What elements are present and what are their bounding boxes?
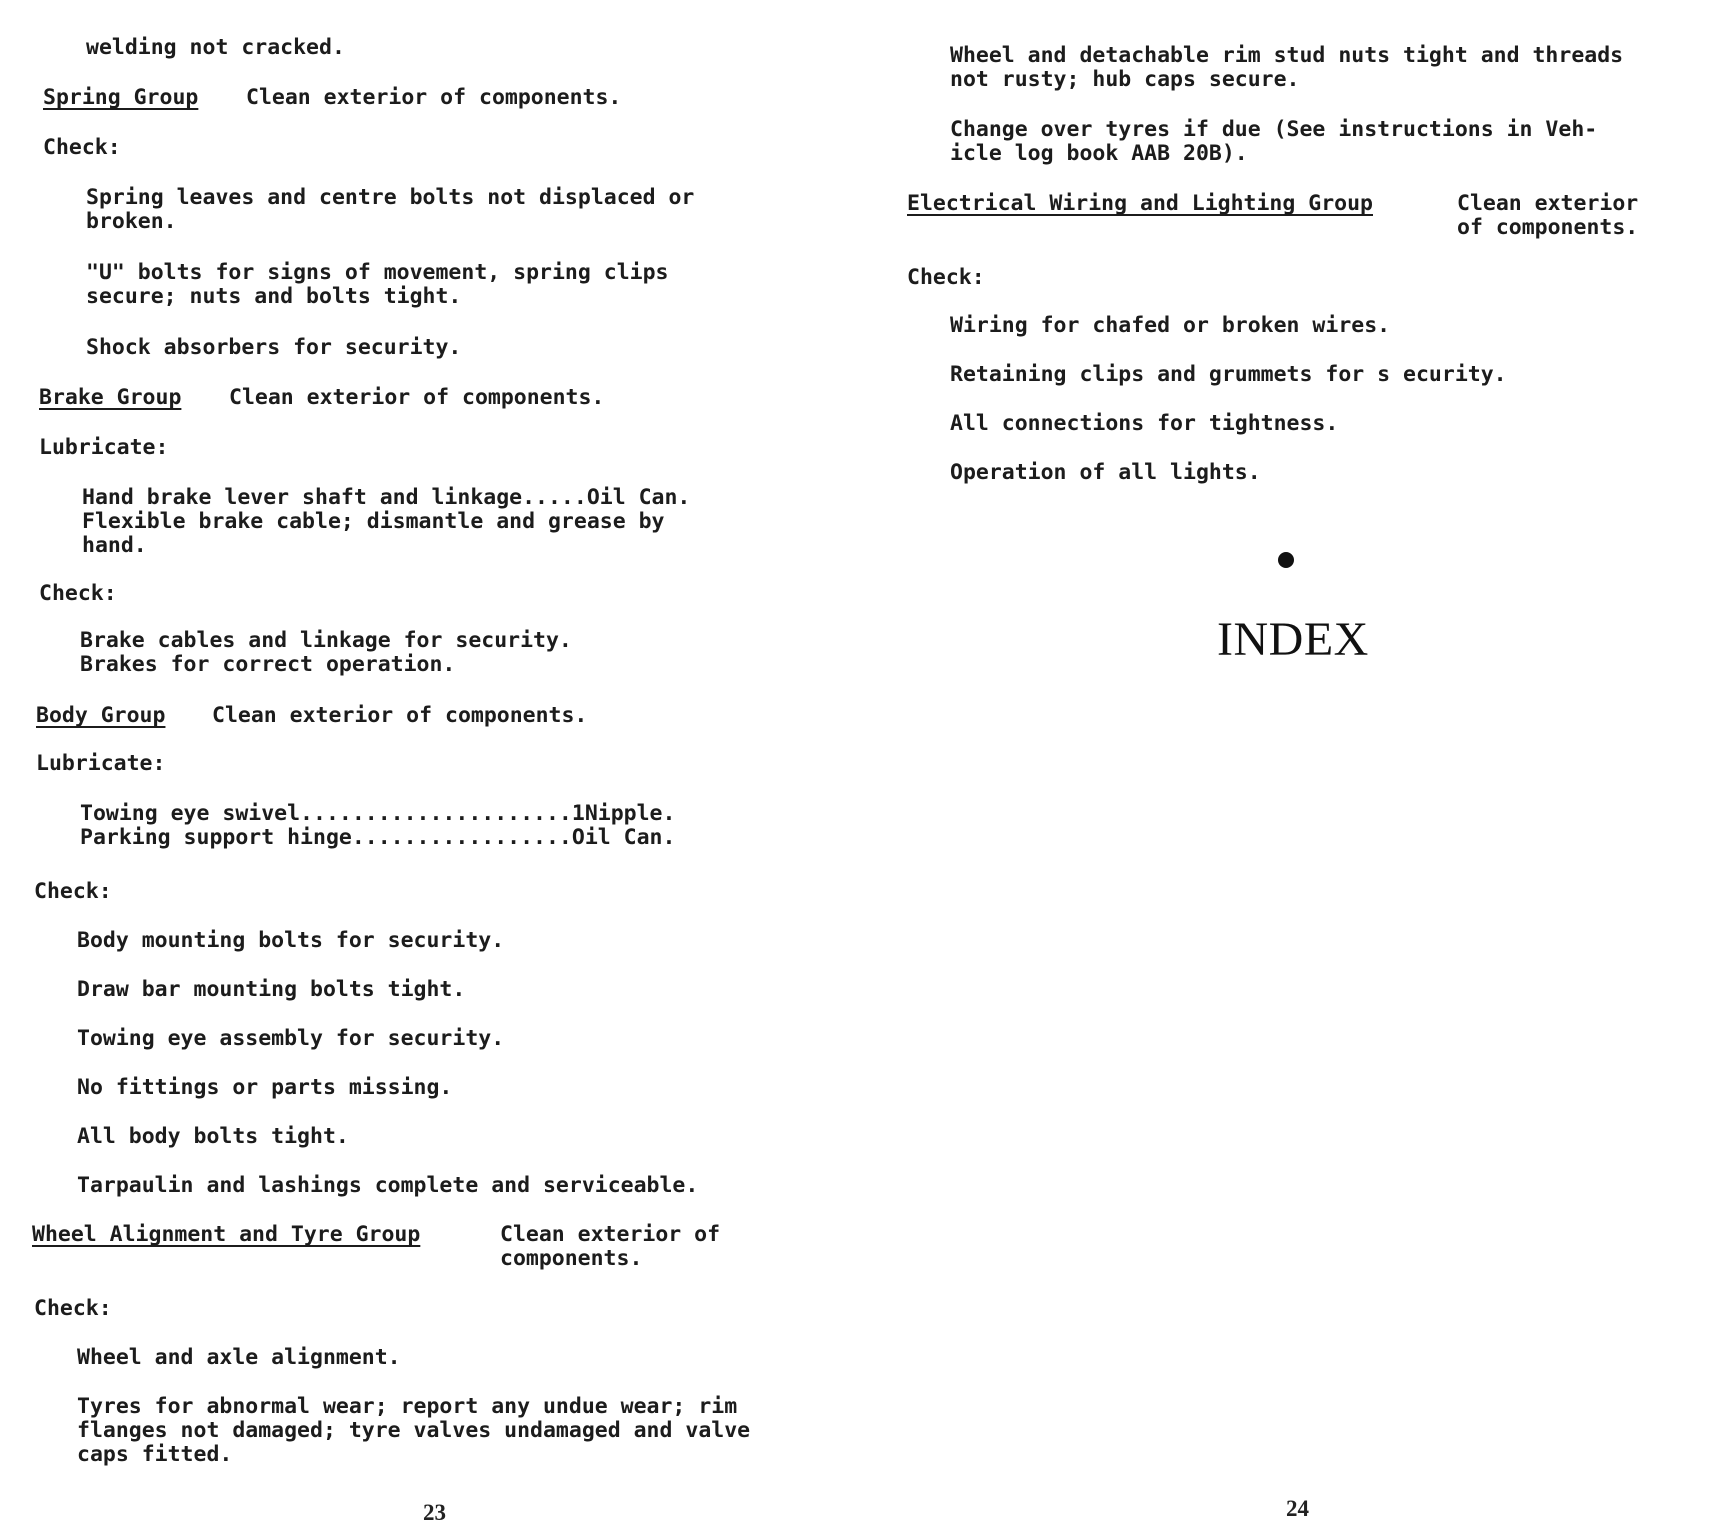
electrical-check-item: Retaining clips and grummets for s ecurity.: [950, 362, 1507, 387]
electrical-check-item: Operation of all lights.: [950, 460, 1261, 485]
body-check-label: Check:: [34, 879, 112, 904]
body-lubricate-label: Lubricate:: [36, 751, 166, 776]
right-page: [860, 0, 1717, 1536]
spring-check-item: "U" bolts for signs of movement, spring clips secure; nuts and bolts tight.: [86, 260, 669, 309]
wheel-check-item: Wheel and axle alignment.: [77, 1345, 401, 1370]
wheel-continued-item: Wheel and detachable rim stud nuts tight and threads not rusty; hub caps secure.: [950, 43, 1624, 92]
body-check-item: Towing eye assembly for security.: [77, 1026, 505, 1051]
brake-group-instruction: Clean exterior of components.: [229, 385, 605, 410]
brake-check-items: Brake cables and linkage for security. Brakes for correct operation.: [80, 628, 572, 677]
electrical-check-item: All connections for tightness.: [950, 411, 1339, 436]
electrical-group-instruction: Clean exterior of components.: [1457, 191, 1639, 240]
body-lubricate-items: Towing eye swivel.....................1Nipple. Parking support hinge.................Oil Can.: [80, 801, 676, 850]
brake-group-heading: Brake Group: [39, 385, 182, 410]
body-check-item: No fittings or parts missing.: [77, 1075, 453, 1100]
spring-check-item: Shock absorbers for security.: [86, 335, 462, 360]
body-check-item: Tarpaulin and lashings complete and serviceable.: [77, 1173, 699, 1198]
page-number: 23: [423, 1500, 446, 1525]
wheel-check-label: Check:: [34, 1296, 112, 1321]
index-title: INDEX: [1217, 613, 1369, 666]
electrical-group-heading: Electrical Wiring and Lighting Group: [907, 191, 1373, 216]
brake-check-label: Check:: [39, 581, 117, 606]
wheel-check-item: Tyres for abnormal wear; report any undue wear; rim flanges not damaged; tyre valves undamaged and valve caps fitted.: [77, 1394, 751, 1467]
brake-lubricate-label: Lubricate:: [39, 435, 169, 460]
body-check-item: Draw bar mounting bolts tight.: [77, 977, 466, 1002]
spring-check-item: Spring leaves and centre bolts not displaced or broken.: [86, 185, 695, 234]
body-group-instruction: Clean exterior of components.: [212, 703, 588, 728]
electrical-check-label: Check:: [907, 265, 985, 290]
body-check-item: All body bolts tight.: [77, 1124, 349, 1149]
body-check-item: Body mounting bolts for security.: [77, 928, 505, 953]
intro-text: welding not cracked.: [86, 35, 345, 60]
body-group-heading: Body Group: [36, 703, 166, 728]
spring-check-label: Check:: [43, 135, 121, 160]
bullet-dot: [1278, 552, 1294, 568]
spring-group-instruction: Clean exterior of components.: [246, 85, 622, 110]
page-number: 24: [1286, 1496, 1309, 1521]
wheel-group-heading: Wheel Alignment and Tyre Group: [32, 1222, 421, 1247]
wheel-continued-item: Change over tyres if due (See instructions in Veh- icle log book AAB 20B).: [950, 117, 1598, 166]
electrical-check-item: Wiring for chafed or broken wires.: [950, 313, 1391, 338]
wheel-group-instruction: Clean exterior of components.: [500, 1222, 721, 1271]
spring-group-heading: Spring Group: [43, 85, 199, 110]
brake-lubricate-items: Hand brake lever shaft and linkage.....Oil Can. Flexible brake cable; dismantle and grease by hand.: [82, 485, 691, 558]
